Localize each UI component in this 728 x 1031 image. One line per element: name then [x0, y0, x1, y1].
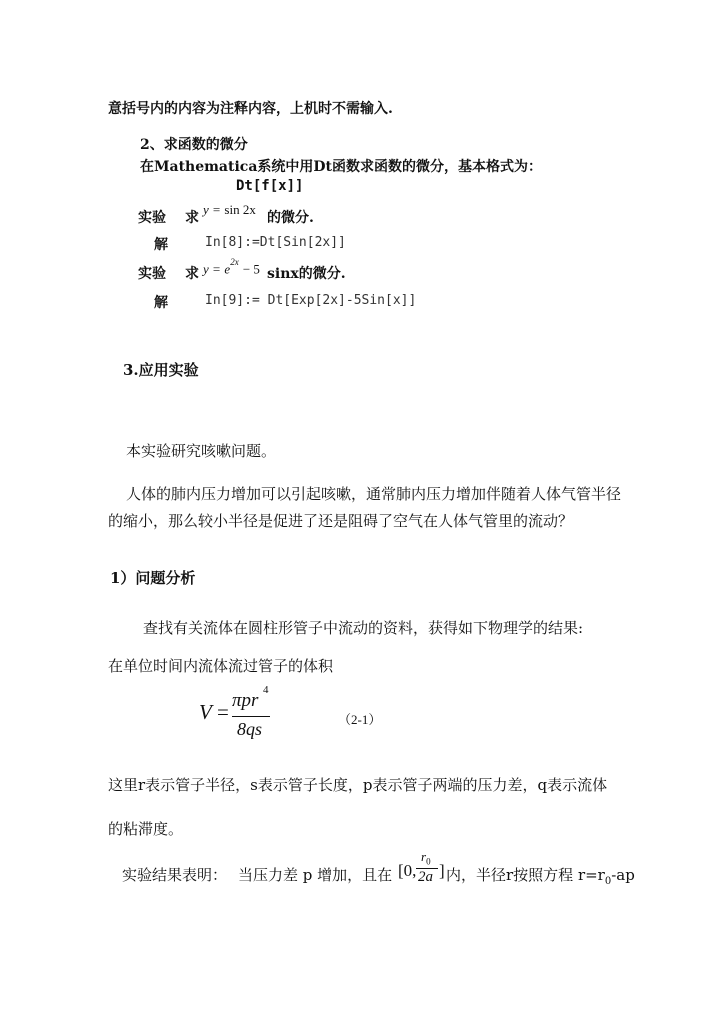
- interval-numerator-r: r: [421, 849, 427, 864]
- note-line: 意括号内的内容为注释内容，上机时不需输入.: [108, 101, 393, 117]
- section-3-para-6-c: [446, 864, 635, 887]
- section-3-para-1: 本实验研究咳嗽问题。: [126, 442, 277, 460]
- section-3-para-6-sub: 0: [604, 876, 612, 887]
- interval-close: ]: [439, 861, 445, 880]
- exp1-eq-equals: =: [212, 202, 221, 217]
- formula-lhs: V: [199, 700, 212, 724]
- exp2-verb: 求: [185, 266, 199, 282]
- exp1-equation: [203, 202, 256, 218]
- exp2-solve-label: 解: [154, 295, 168, 311]
- formula-numerator: πpr: [232, 690, 259, 711]
- section-2-heading: 2、求函数的微分: [140, 137, 248, 153]
- section-3-heading: 3.应用实验: [123, 361, 199, 379]
- section-3-para-4: 在单位时间内流体流过管子的体积: [108, 657, 334, 675]
- formula-equals: =: [217, 700, 229, 724]
- formula-denominator: 8qs: [237, 719, 263, 739]
- section-3-para-6-d: -ap: [611, 866, 635, 884]
- section-3-para-6-b: 当压力差 p 增加，且在: [238, 866, 393, 884]
- section-3-para-6-c-text: 内，半径r按照方程 r=r: [446, 866, 605, 884]
- section-3-para-2-line-1: 人体的肺内压力增加可以引起咳嗽，通常肺内压力增加伴随着人体气管半径: [126, 485, 622, 503]
- exp2-suffix: sinx的微分.: [267, 266, 346, 282]
- formula-fraction-bar: [232, 716, 270, 717]
- section-3-para-5-line-2: 的粘滞度。: [108, 820, 184, 838]
- section-3-para-3: 查找有关流体在圆柱形管子中流动的资料，获得如下物理学的结果:: [143, 619, 584, 637]
- exp1-verb: 求: [185, 210, 199, 226]
- exp1-eq-rhs: sin 2x: [224, 202, 256, 217]
- exp1-eq-y: y: [203, 202, 209, 217]
- exp2-eq-base: e: [224, 261, 231, 277]
- exp1-solve-label: 解: [154, 237, 168, 253]
- exp2-eq-minus5: − 5: [242, 261, 260, 277]
- section-2-intro: 在Mathematica系统中用Dt函数求函数的微分，基本格式为：: [140, 159, 542, 175]
- exp2-eq-y: y: [203, 261, 209, 277]
- exp2-eq-equals: =: [212, 261, 221, 277]
- section-3-para-5-line-1: 这里r表示管子半径，s表示管子长度，p表示管子两端的压力差，q表示流体: [108, 776, 608, 794]
- exp1-code: In[8]:=Dt[Sin[2x]]: [205, 235, 346, 250]
- format-syntax: Dt[f[x]]: [236, 178, 304, 194]
- interval-numerator-sub: 0: [426, 856, 431, 867]
- exp2-label: 实验: [138, 266, 166, 282]
- exp2-eq-exponent: 2x: [230, 257, 239, 267]
- interval-numerator: [421, 849, 431, 867]
- section-3-para-6-a: 实验结果表明：: [122, 866, 228, 884]
- exp2-code: In[9]:= Dt[Exp[2x]-5Sin[x]]: [205, 293, 417, 308]
- interval-open: [0,: [398, 861, 417, 880]
- exp2-equation: [203, 257, 260, 277]
- problem-analysis-heading: 1）问题分析: [110, 569, 196, 587]
- exp1-suffix: 的微分.: [267, 210, 314, 226]
- formula-tag: （2-1）: [338, 712, 382, 727]
- exp1-label: 实验: [138, 210, 166, 226]
- section-3-para-2-line-2: 的缩小，那么较小半径是促进了还是阻碍了空气在人体气管里的流动？: [108, 512, 574, 530]
- formula-numerator-exponent: 4: [263, 684, 269, 696]
- interval-denominator: 2a: [418, 869, 433, 885]
